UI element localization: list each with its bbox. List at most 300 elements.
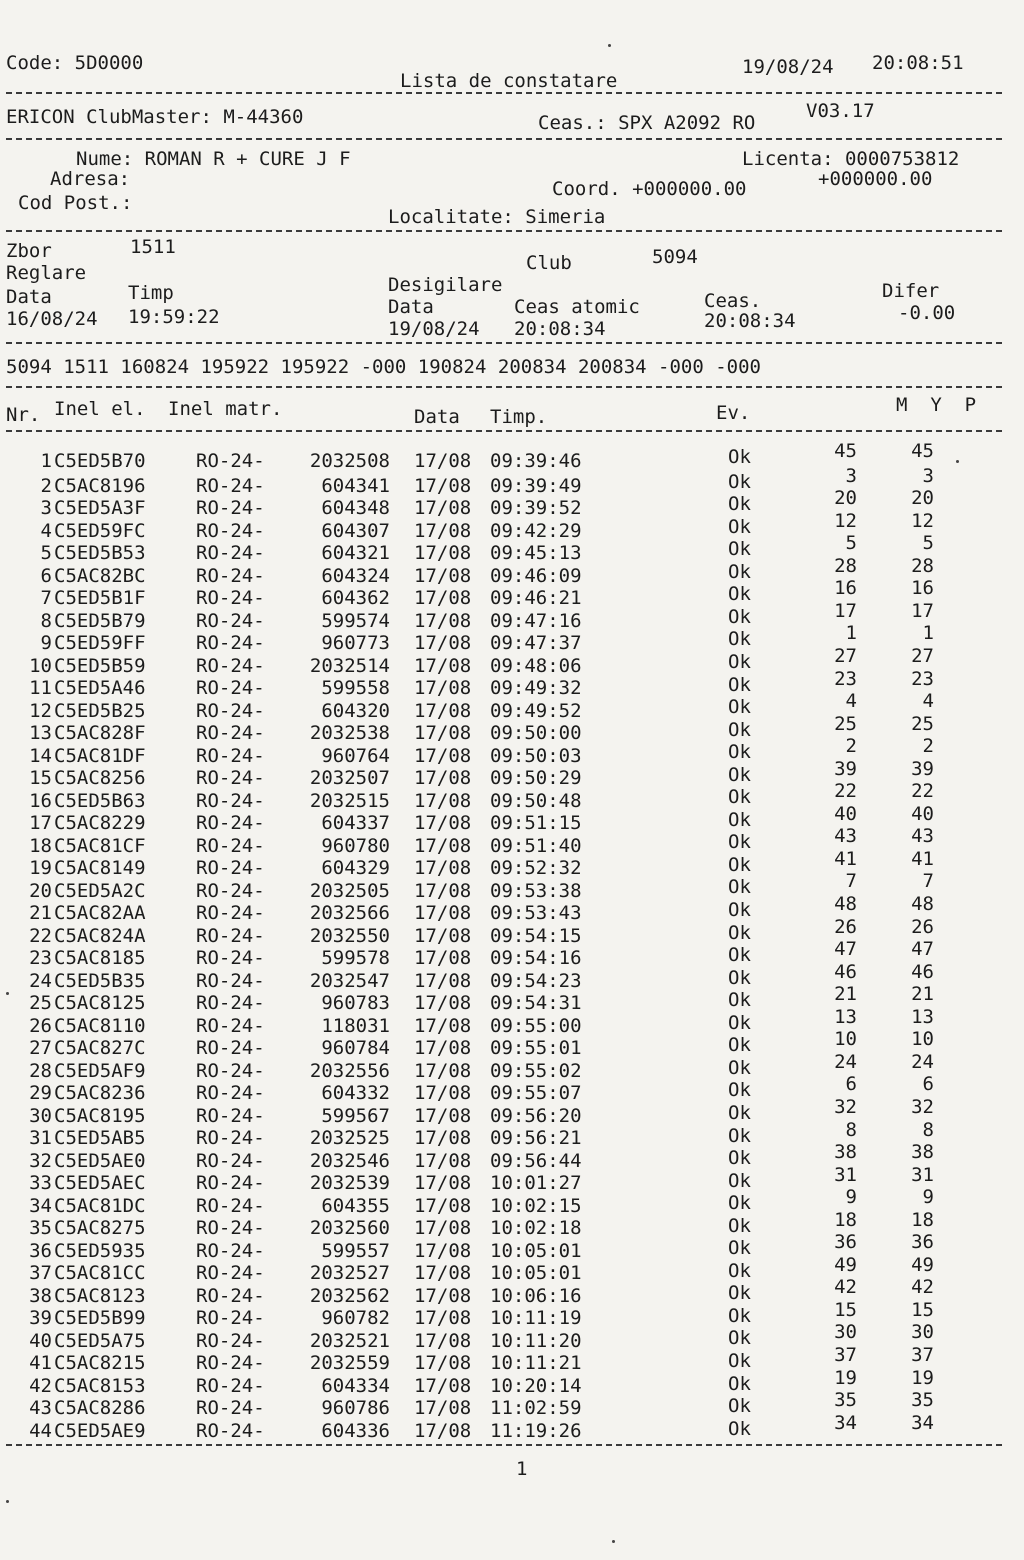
electronic-ring: C5ED5A3F xyxy=(54,497,146,519)
ring-number: 604362 xyxy=(321,587,390,610)
row-number: 6 xyxy=(40,564,52,587)
electronic-ring: C5ED5AE9 xyxy=(54,1419,146,1442)
table-row xyxy=(0,1344,1024,1375)
electronic-ring: C5ED5A2C xyxy=(54,879,146,902)
row-number: 35 xyxy=(29,1217,52,1240)
row-number: 18 xyxy=(29,834,52,857)
position-m: 37 xyxy=(834,1344,857,1366)
page-number: 1 xyxy=(516,1458,528,1480)
position-m: 38 xyxy=(834,1141,857,1164)
ring-number: 604332 xyxy=(321,1082,390,1105)
row-number: 41 xyxy=(29,1352,52,1375)
arrival-date: 17/08 xyxy=(414,1014,472,1037)
divider xyxy=(6,1444,1002,1446)
position-m: 46 xyxy=(834,960,857,983)
summary-line: 5094 1511 160824 195922 195922 -000 190824 200834 200834 -000 -000 xyxy=(6,356,761,378)
postal-code-label: Cod Post.: xyxy=(18,192,133,214)
position-y: 7 xyxy=(922,870,934,893)
table-row xyxy=(0,712,1024,745)
row-number: 14 xyxy=(29,744,52,767)
arrival-time: 09:51:40 xyxy=(490,834,582,857)
arrival-date: 17/08 xyxy=(414,1172,472,1195)
position-m: 3 xyxy=(845,464,857,487)
ring-prefix: RO-24- xyxy=(196,654,265,677)
code-label: Code: 5D0000 xyxy=(6,52,144,74)
firmware-version: V03.17 xyxy=(806,100,875,122)
table-row xyxy=(0,735,1024,767)
arrival-date: 17/08 xyxy=(414,1082,472,1105)
event-status: Ok xyxy=(728,786,751,809)
device-label: ERICON ClubMaster: M-44360 xyxy=(6,106,304,128)
position-m: 20 xyxy=(834,487,857,510)
ring-prefix: RO-24- xyxy=(196,1149,265,1172)
position-m: 35 xyxy=(834,1389,857,1412)
arrival-time: 09:54:15 xyxy=(490,924,582,947)
table-row xyxy=(0,622,1024,655)
row-number: 26 xyxy=(29,1014,52,1037)
ring-prefix: RO-24- xyxy=(196,1104,265,1127)
ring-number: 604355 xyxy=(321,1194,390,1217)
arrival-time: 09:46:09 xyxy=(490,564,582,587)
position-m: 43 xyxy=(834,825,857,848)
ring-number: 960784 xyxy=(321,1037,390,1060)
table-row xyxy=(0,1298,1024,1330)
row-number: 24 xyxy=(29,969,52,992)
electronic-ring: C5ED5B25 xyxy=(54,699,146,722)
table-row xyxy=(0,1028,1024,1060)
table-row xyxy=(0,440,1024,472)
ring-number: 2032546 xyxy=(309,1149,390,1172)
row-number: 25 xyxy=(29,992,52,1015)
position-y: 26 xyxy=(911,915,934,938)
row-number: 39 xyxy=(29,1307,52,1330)
event-status: Ok xyxy=(728,628,751,651)
position-m: 6 xyxy=(845,1073,857,1096)
electronic-ring: C5AC8286 xyxy=(54,1397,146,1420)
ring-prefix: RO-24- xyxy=(196,1397,265,1420)
ring-number: 960783 xyxy=(321,992,390,1015)
locality-label: Localitate: Simeria xyxy=(388,206,606,228)
arrival-time: 09:51:15 xyxy=(490,812,582,835)
position-y: 40 xyxy=(911,802,934,825)
ring-prefix: RO-24- xyxy=(196,1127,265,1150)
electronic-ring: C5AC8123 xyxy=(54,1284,146,1307)
arrival-time: 09:50:29 xyxy=(490,767,582,790)
ring-number: 604337 xyxy=(321,812,390,835)
electronic-ring: C5ED5B35 xyxy=(54,969,146,992)
electronic-ring: C5ED5AB5 xyxy=(54,1127,146,1150)
arrival-date: 17/08 xyxy=(414,879,472,902)
ring-prefix: RO-24- xyxy=(196,1352,265,1375)
arrival-time: 09:54:31 xyxy=(490,992,582,1015)
position-m: 25 xyxy=(834,712,857,735)
position-y: 39 xyxy=(911,757,934,780)
arrival-date: 17/08 xyxy=(414,1419,472,1442)
ring-number: 2032505 xyxy=(309,879,390,902)
clock-time: 20:08:34 xyxy=(704,310,796,332)
row-number: 29 xyxy=(29,1082,52,1105)
arrival-date: 17/08 xyxy=(414,969,472,992)
event-status: Ok xyxy=(728,538,751,561)
ring-number: 2032507 xyxy=(309,767,390,790)
position-m: 23 xyxy=(834,667,857,690)
electronic-ring: C5AC8125 xyxy=(54,992,146,1015)
arrival-time: 09:55:02 xyxy=(490,1059,582,1082)
position-m: 26 xyxy=(834,915,857,938)
position-y: 1 xyxy=(922,622,934,645)
ring-number: 604341 xyxy=(321,474,390,497)
column-header-event: Ev. xyxy=(716,402,751,424)
position-y: 6 xyxy=(922,1073,934,1096)
electronic-ring: C5AC81CF xyxy=(54,834,146,857)
electronic-ring: C5ED59FF xyxy=(54,632,146,655)
arrival-date: 17/08 xyxy=(414,542,472,565)
ring-prefix: RO-24- xyxy=(196,992,265,1015)
electronic-ring: C5AC81DC xyxy=(54,1194,146,1217)
electronic-ring: C5AC82BC xyxy=(54,564,146,587)
electronic-ring: C5ED5AE0 xyxy=(54,1149,146,1172)
arrival-time: 09:46:21 xyxy=(490,587,582,610)
position-y: 47 xyxy=(911,938,934,961)
electronic-ring: C5AC8195 xyxy=(54,1104,146,1127)
ring-number: 2032550 xyxy=(309,924,390,947)
arrival-time: 09:47:37 xyxy=(490,632,582,655)
event-status: Ok xyxy=(728,583,751,606)
ring-prefix: RO-24- xyxy=(196,587,265,610)
event-status: Ok xyxy=(728,1350,751,1372)
ring-prefix: RO-24- xyxy=(196,1217,265,1240)
position-y: 48 xyxy=(911,893,934,915)
position-m: 24 xyxy=(834,1050,857,1073)
electronic-ring: C5AC81CC xyxy=(54,1262,146,1285)
scan-speck xyxy=(956,460,959,463)
event-status: Ok xyxy=(728,921,751,944)
position-y: 41 xyxy=(911,847,934,870)
position-y: 34 xyxy=(911,1411,934,1434)
position-m: 4 xyxy=(845,690,857,713)
position-y: 9 xyxy=(922,1186,934,1209)
arrival-date: 17/08 xyxy=(414,497,472,519)
ring-prefix: RO-24- xyxy=(196,969,265,992)
ring-number: 2032525 xyxy=(309,1127,390,1150)
ring-prefix: RO-24- xyxy=(196,632,265,655)
clock-label: Ceas. xyxy=(704,290,762,312)
divider xyxy=(6,430,1002,432)
ring-prefix: RO-24- xyxy=(196,1329,265,1352)
arrival-date: 17/08 xyxy=(414,1194,472,1217)
unsealing-date-label: Data xyxy=(388,296,434,318)
event-status: Ok xyxy=(728,1237,751,1260)
difference-value: -0.00 xyxy=(898,302,956,324)
table-row xyxy=(0,1321,1024,1352)
ring-number: 604348 xyxy=(321,497,390,519)
event-status: Ok xyxy=(728,1147,751,1170)
owner-name: Nume: ROMAN R + CURE J F xyxy=(76,148,351,170)
row-number: 37 xyxy=(29,1262,52,1285)
scan-speck xyxy=(6,992,9,995)
arrival-date: 17/08 xyxy=(414,924,472,947)
row-number: 31 xyxy=(29,1127,52,1150)
arrival-time: 10:02:18 xyxy=(490,1217,582,1240)
arrival-date: 17/08 xyxy=(414,1149,472,1172)
setting-date-label: Data xyxy=(6,286,52,308)
ring-number: 604329 xyxy=(321,857,390,880)
electronic-ring: C5ED5B99 xyxy=(54,1307,146,1330)
position-m: 2 xyxy=(845,735,857,758)
row-number: 34 xyxy=(29,1194,52,1217)
position-y: 43 xyxy=(911,825,934,848)
electronic-ring: C5ED5B59 xyxy=(54,654,146,677)
column-header-electronic-ring: Inel el. xyxy=(54,398,146,420)
position-m: 5 xyxy=(845,532,857,555)
position-m: 47 xyxy=(834,938,857,961)
electronic-ring: C5AC8110 xyxy=(54,1014,146,1037)
table-row xyxy=(0,780,1024,812)
ring-prefix: RO-24- xyxy=(196,902,265,925)
position-m: 12 xyxy=(834,509,857,532)
electronic-ring: C5AC8185 xyxy=(54,947,146,970)
table-row xyxy=(0,983,1024,1015)
ring-prefix: RO-24- xyxy=(196,834,265,857)
divider xyxy=(6,230,1002,232)
position-y: 46 xyxy=(911,960,934,983)
ring-prefix: RO-24- xyxy=(196,564,265,587)
arrival-date: 17/08 xyxy=(414,789,472,812)
divider xyxy=(6,386,1002,388)
arrival-time: 10:11:19 xyxy=(490,1307,582,1330)
table-row xyxy=(0,1095,1024,1127)
event-status: Ok xyxy=(728,446,751,468)
divider xyxy=(6,342,1002,344)
electronic-ring: C5AC828F xyxy=(54,722,146,745)
position-m: 15 xyxy=(834,1298,857,1321)
electronic-ring: C5ED5B53 xyxy=(54,542,146,565)
table-row xyxy=(0,1366,1024,1397)
row-number: 11 xyxy=(29,677,52,700)
ring-number: 604307 xyxy=(321,519,390,542)
arrival-date: 17/08 xyxy=(414,1352,472,1375)
position-m: 30 xyxy=(834,1321,857,1344)
arrival-date: 17/08 xyxy=(414,1104,472,1127)
electronic-ring: C5AC8256 xyxy=(54,767,146,790)
arrival-date: 17/08 xyxy=(414,1262,472,1285)
position-m: 19 xyxy=(834,1366,857,1389)
ring-number: 604336 xyxy=(321,1419,390,1442)
ring-number: 118031 xyxy=(321,1014,390,1037)
divider xyxy=(6,138,1002,140)
position-y: 42 xyxy=(911,1276,934,1299)
ring-prefix: RO-24- xyxy=(196,450,265,472)
address-label: Adresa: xyxy=(50,168,131,190)
arrival-time: 09:50:48 xyxy=(490,789,582,812)
arrival-date: 17/08 xyxy=(414,587,472,610)
position-m: 42 xyxy=(834,1276,857,1299)
position-m: 21 xyxy=(834,983,857,1006)
ring-number: 2032560 xyxy=(309,1217,390,1240)
license-number: Licenta: 0000753812 xyxy=(742,148,960,170)
table-row xyxy=(0,757,1024,790)
arrival-date: 17/08 xyxy=(414,722,472,745)
position-m: 22 xyxy=(834,780,857,803)
arrival-date: 17/08 xyxy=(414,699,472,722)
arrival-date: 17/08 xyxy=(414,744,472,767)
table-row xyxy=(0,554,1024,587)
position-y: 36 xyxy=(911,1231,934,1254)
table-row xyxy=(0,464,1024,497)
column-header-myp: M Y P xyxy=(896,394,977,416)
position-m: 41 xyxy=(834,847,857,870)
row-number: 15 xyxy=(29,767,52,790)
event-status: Ok xyxy=(728,1259,751,1282)
arrival-time: 09:42:29 xyxy=(490,519,582,542)
table-row xyxy=(0,802,1024,835)
row-number: 3 xyxy=(40,497,52,519)
electronic-ring: C5AC824A xyxy=(54,924,146,947)
ring-number: 2032562 xyxy=(309,1284,390,1307)
position-y: 30 xyxy=(911,1321,934,1344)
ring-number: 604321 xyxy=(321,542,390,565)
divider xyxy=(6,92,1002,94)
row-number: 43 xyxy=(29,1397,52,1420)
unsealing-date: 19/08/24 xyxy=(388,318,480,340)
event-status: Ok xyxy=(728,808,751,831)
position-y: 3 xyxy=(922,464,934,487)
event-status: Ok xyxy=(728,1282,751,1305)
coordinates-secondary: +000000.00 xyxy=(818,168,933,190)
table-row xyxy=(0,870,1024,902)
table-row xyxy=(0,938,1024,970)
event-status: Ok xyxy=(728,1304,751,1327)
table-row xyxy=(0,1118,1024,1150)
ring-prefix: RO-24- xyxy=(196,767,265,790)
arrival-time: 11:19:26 xyxy=(490,1419,582,1442)
table-row xyxy=(0,1411,1024,1442)
arrival-time: 10:02:15 xyxy=(490,1194,582,1217)
ring-prefix: RO-24- xyxy=(196,1307,265,1330)
arrival-time: 09:55:00 xyxy=(490,1014,582,1037)
event-status: Ok xyxy=(728,1011,751,1034)
ring-prefix: RO-24- xyxy=(196,1194,265,1217)
arrival-date: 17/08 xyxy=(414,654,472,677)
event-status: Ok xyxy=(728,1372,751,1395)
position-m: 49 xyxy=(834,1253,857,1276)
position-m: 48 xyxy=(834,893,857,915)
arrival-date: 17/08 xyxy=(414,1059,472,1082)
position-y: 4 xyxy=(922,690,934,713)
setting-label: Reglare xyxy=(6,262,87,284)
ring-number: 599557 xyxy=(321,1239,390,1262)
row-number: 16 xyxy=(29,789,52,812)
position-y: 31 xyxy=(911,1163,934,1186)
event-status: Ok xyxy=(728,741,751,764)
position-m: 40 xyxy=(834,802,857,825)
arrival-time: 11:02:59 xyxy=(490,1397,582,1420)
arrival-time: 09:45:13 xyxy=(490,542,582,565)
electronic-ring: C5AC8153 xyxy=(54,1374,146,1397)
table-row xyxy=(0,915,1024,947)
event-status: Ok xyxy=(728,673,751,696)
event-status: Ok xyxy=(728,763,751,786)
row-number: 22 xyxy=(29,924,52,947)
table-row xyxy=(0,960,1024,992)
setting-time-label: Timp xyxy=(128,282,174,304)
ring-number: 2032556 xyxy=(309,1059,390,1082)
arrival-time: 09:52:32 xyxy=(490,857,582,880)
electronic-ring: C5AC8229 xyxy=(54,812,146,835)
row-number: 10 xyxy=(29,654,52,677)
ring-number: 2032521 xyxy=(309,1329,390,1352)
ring-number: 604334 xyxy=(321,1374,390,1397)
event-status: Ok xyxy=(728,1124,751,1147)
table-row xyxy=(0,893,1024,925)
event-status: Ok xyxy=(728,470,751,493)
atomic-clock-time: 20:08:34 xyxy=(514,318,606,340)
arrival-time: 09:56:20 xyxy=(490,1104,582,1127)
position-y: 32 xyxy=(911,1095,934,1118)
arrival-date: 17/08 xyxy=(414,902,472,925)
setting-date: 16/08/24 xyxy=(6,308,98,330)
ring-prefix: RO-24- xyxy=(196,1014,265,1037)
table-row xyxy=(0,1253,1024,1285)
table-row xyxy=(0,532,1024,565)
table-row xyxy=(0,487,1024,519)
arrival-date: 17/08 xyxy=(414,1284,472,1307)
table-row xyxy=(0,599,1024,632)
electronic-ring: C5ED5AF9 xyxy=(54,1059,146,1082)
row-number: 2 xyxy=(40,474,52,497)
table-row xyxy=(0,667,1024,700)
arrival-date: 17/08 xyxy=(414,767,472,790)
position-y: 38 xyxy=(911,1141,934,1164)
ring-number: 599558 xyxy=(321,677,390,700)
row-number: 21 xyxy=(29,902,52,925)
arrival-time: 09:54:16 xyxy=(490,947,582,970)
club-label: Club xyxy=(526,252,572,274)
row-number: 30 xyxy=(29,1104,52,1127)
coordinates-label: Coord. +000000.00 xyxy=(552,178,747,200)
position-m: 45 xyxy=(834,440,857,462)
position-y: 13 xyxy=(911,1005,934,1028)
ring-number: 2032514 xyxy=(309,654,390,677)
position-y: 35 xyxy=(911,1389,934,1412)
page-title: Lista de constatare xyxy=(400,70,618,92)
position-y: 27 xyxy=(911,644,934,667)
ring-number: 2032515 xyxy=(309,789,390,812)
arrival-time: 09:56:21 xyxy=(490,1127,582,1150)
arrival-date: 17/08 xyxy=(414,1217,472,1240)
row-number: 23 xyxy=(29,947,52,970)
position-y: 20 xyxy=(911,487,934,510)
ring-number: 604324 xyxy=(321,564,390,587)
arrival-date: 17/08 xyxy=(414,632,472,655)
table-row xyxy=(0,1163,1024,1195)
clock-id: Ceas.: SPX A2092 RO xyxy=(538,112,756,134)
position-m: 7 xyxy=(845,870,857,893)
ring-prefix: RO-24- xyxy=(196,857,265,880)
arrival-date: 17/08 xyxy=(414,1037,472,1060)
event-status: Ok xyxy=(728,1214,751,1237)
ring-number: 599567 xyxy=(321,1104,390,1127)
arrival-date: 17/08 xyxy=(414,1307,472,1330)
row-number: 42 xyxy=(29,1374,52,1397)
event-status: Ok xyxy=(728,493,751,516)
arrival-date: 17/08 xyxy=(414,812,472,835)
event-status: Ok xyxy=(728,1169,751,1192)
position-y: 21 xyxy=(911,983,934,1006)
arrival-date: 17/08 xyxy=(414,677,472,700)
electronic-ring: C5ED5A75 xyxy=(54,1329,146,1352)
flight-label: Zbor xyxy=(6,240,52,262)
